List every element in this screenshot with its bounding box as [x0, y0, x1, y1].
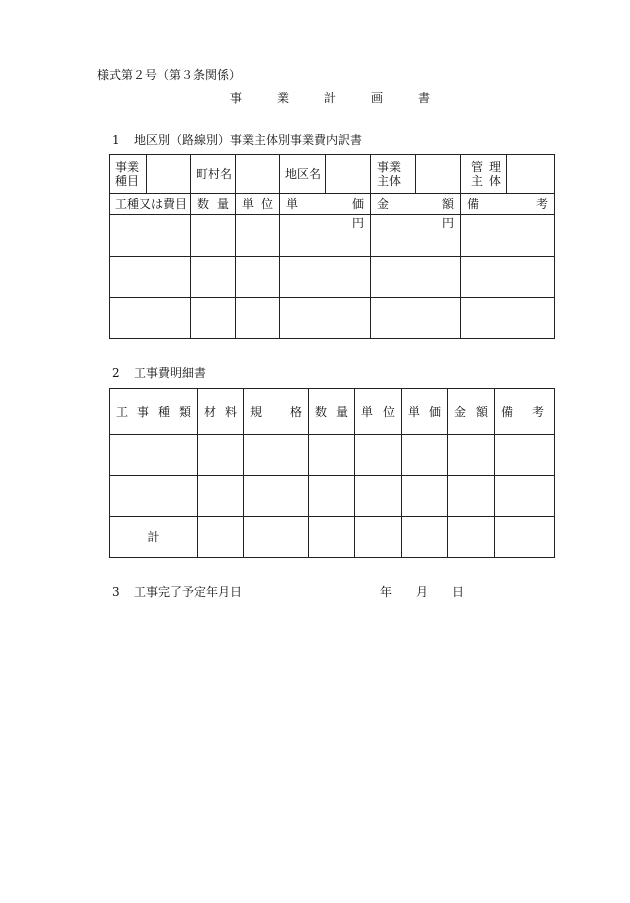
kingaku-cell[interactable] [371, 257, 461, 298]
kanri-shutai-label [461, 155, 507, 194]
header-char: 単 [286, 197, 299, 211]
kanri-shutai-value[interactable] [507, 155, 555, 194]
title-char: 画 [370, 91, 383, 105]
header-char: 備 [467, 197, 480, 211]
table1-row [110, 257, 555, 298]
header-char: 単 [361, 404, 374, 419]
kingaku-cell[interactable] [371, 215, 461, 257]
header-char: 量 [216, 197, 229, 211]
year-label: 年 [380, 585, 393, 599]
kingaku-cell[interactable] [448, 517, 495, 558]
header-char: 数 [197, 197, 210, 211]
tani-header [355, 389, 402, 435]
biko-header [461, 194, 555, 215]
table2-header-row [110, 389, 555, 435]
tani-cell[interactable] [236, 215, 280, 257]
tani-cell[interactable] [355, 517, 402, 558]
construction-cost-table [109, 388, 555, 558]
section2-title: 工事費明細書 [134, 366, 207, 380]
header-char: 単 [242, 197, 255, 211]
table1-row [110, 298, 555, 339]
jigyo-shumoku-value[interactable] [147, 155, 191, 194]
header-char: 考 [535, 197, 548, 211]
section3-heading [112, 583, 242, 600]
biko-cell[interactable] [461, 298, 555, 339]
koshu-cell[interactable] [110, 215, 191, 257]
kingaku-header [448, 389, 495, 435]
header-char: 金 [377, 197, 390, 211]
jigyo-shutai-value[interactable] [416, 155, 461, 194]
table2-row [110, 435, 555, 476]
table1-row [110, 215, 555, 257]
tanka-header [280, 194, 371, 215]
suryo-cell[interactable] [191, 215, 236, 257]
header-char: 類 [178, 404, 191, 419]
title-char: 事 [230, 91, 243, 105]
tani-header [236, 194, 280, 215]
header-char: 種 [157, 404, 170, 419]
tanka-cell[interactable] [280, 298, 371, 339]
label-char: 主 [377, 174, 390, 188]
label-char: 業 [389, 160, 402, 174]
section1-title: 地区別（路線別）事業主体別事業費内訳書 [134, 133, 363, 147]
koshu-header: 工種又は費目 [110, 194, 191, 215]
label-char: 体 [389, 174, 402, 188]
tanka-cell[interactable] [280, 215, 371, 257]
header-char: 量 [335, 404, 348, 419]
biko-cell[interactable] [495, 435, 555, 476]
chosonmei-value[interactable] [236, 155, 280, 194]
kingaku-cell[interactable] [448, 476, 495, 517]
section3-title: 工事完了予定年月日 [134, 585, 243, 599]
suryo-header [191, 194, 236, 215]
label-char: 管 [471, 160, 484, 174]
table2-row [110, 476, 555, 517]
zairyo-cell[interactable] [198, 517, 244, 558]
kikaku-cell[interactable] [244, 517, 309, 558]
table2-total-row [110, 517, 555, 558]
kikaku-cell[interactable] [244, 435, 309, 476]
yen-unit: 円 [351, 216, 364, 230]
label-line: 事業 [115, 160, 140, 174]
section1-heading [112, 131, 362, 148]
jigyo-shutai-label [371, 155, 416, 194]
section3-number: 3 [112, 585, 120, 599]
koji-shurui-cell[interactable] [110, 476, 198, 517]
suryo-cell[interactable] [191, 298, 236, 339]
biko-cell[interactable] [461, 257, 555, 298]
header-char: 額 [475, 404, 488, 419]
header-char: 価 [428, 404, 441, 419]
zairyo-cell[interactable] [198, 476, 244, 517]
zairyo-header [198, 389, 244, 435]
label-line: 種目 [115, 174, 140, 188]
yen-unit: 円 [441, 216, 454, 230]
koshu-cell[interactable] [110, 298, 191, 339]
header-char: 単 [408, 404, 421, 419]
title-char: 計 [323, 91, 336, 105]
chikumei-label: 地区名 [280, 155, 326, 194]
suryo-cell[interactable] [309, 517, 355, 558]
zairyo-cell[interactable] [198, 435, 244, 476]
table1-header-row [110, 194, 555, 215]
koji-shurui-cell[interactable] [110, 435, 198, 476]
header-char: 金 [454, 404, 467, 419]
suryo-cell[interactable] [309, 476, 355, 517]
header-char: 格 [289, 404, 302, 419]
suryo-cell[interactable] [191, 257, 236, 298]
document-title [230, 89, 430, 106]
day-label: 日 [452, 585, 465, 599]
tani-cell[interactable] [236, 257, 280, 298]
biko-header [495, 389, 555, 435]
cost-breakdown-table [109, 154, 555, 339]
form-label: 様式第２号（第３条関係） [97, 68, 242, 82]
koshu-cell[interactable] [110, 257, 191, 298]
header-char: 材 [204, 404, 217, 419]
suryo-header [309, 389, 355, 435]
header-char: 価 [351, 197, 364, 211]
tani-cell[interactable] [355, 435, 402, 476]
suryo-cell[interactable] [309, 435, 355, 476]
tanka-cell[interactable] [402, 435, 448, 476]
chosonmei-label: 町村名 [191, 155, 236, 194]
biko-cell[interactable] [495, 476, 555, 517]
header-char: 考 [531, 404, 544, 419]
biko-cell[interactable] [461, 215, 555, 257]
header-char: 位 [382, 404, 395, 419]
title-char: 業 [276, 91, 289, 105]
tanka-cell[interactable] [280, 257, 371, 298]
header-char: 規 [250, 404, 263, 419]
header-char: 位 [260, 197, 273, 211]
label-char: 主 [471, 174, 484, 188]
biko-cell[interactable] [495, 517, 555, 558]
month-label: 月 [416, 585, 429, 599]
table1-top-row [110, 155, 555, 194]
chikumei-value[interactable] [326, 155, 371, 194]
kikaku-header [244, 389, 309, 435]
kikaku-cell[interactable] [244, 476, 309, 517]
header-char: 数 [315, 404, 328, 419]
label-char: 事 [377, 160, 390, 174]
label-char: 理 [488, 160, 501, 174]
header-char: 備 [501, 404, 514, 419]
kingaku-header [371, 194, 461, 215]
kingaku-cell[interactable] [371, 298, 461, 339]
tanka-cell[interactable] [402, 476, 448, 517]
completion-date-field[interactable] [380, 583, 464, 600]
tani-cell[interactable] [236, 298, 280, 339]
tanka-header [402, 389, 448, 435]
tani-cell[interactable] [355, 476, 402, 517]
section2-heading [112, 364, 206, 381]
section2-number: 2 [112, 366, 120, 380]
koji-shurui-header [110, 389, 198, 435]
tanka-cell[interactable] [402, 517, 448, 558]
header-char: 事 [136, 404, 149, 419]
kingaku-cell[interactable] [448, 435, 495, 476]
title-char: 書 [417, 91, 430, 105]
label-char: 体 [488, 174, 501, 188]
header-char: 料 [224, 404, 237, 419]
total-label: 計 [110, 517, 198, 558]
header-char: 工 [116, 404, 129, 419]
jigyo-shumoku-label [110, 155, 147, 194]
section1-number: 1 [112, 133, 120, 147]
header-char: 額 [441, 197, 454, 211]
